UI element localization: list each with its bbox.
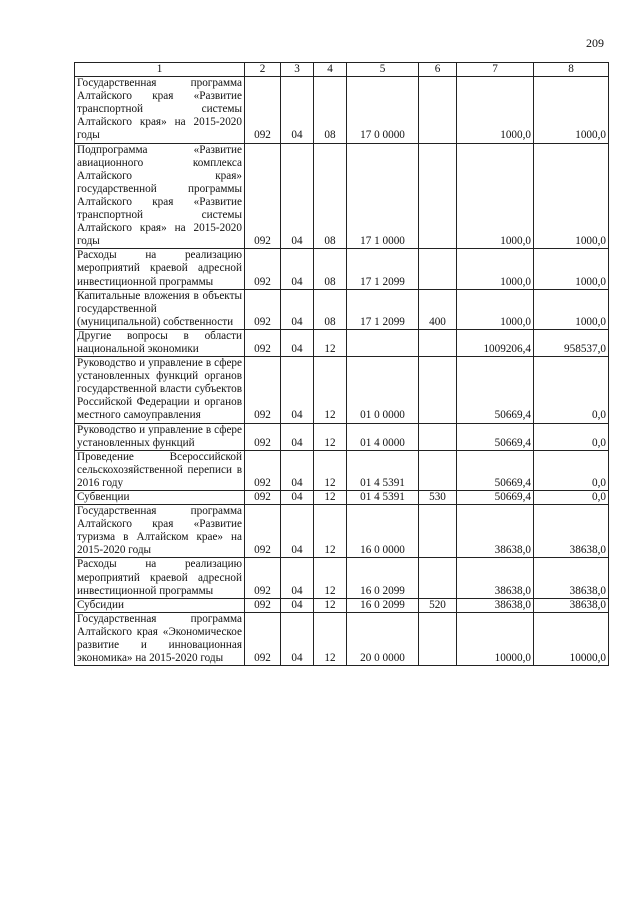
table-row: [75, 357, 609, 423]
header-cell: 6: [419, 63, 457, 77]
cell-amount-1: 38638,0: [457, 558, 534, 598]
cell-subsection: 08: [314, 289, 347, 329]
cell-amount-2: 10000,0: [534, 612, 609, 665]
cell-amount-1: 38638,0: [457, 598, 534, 612]
cell-ministry: 092: [245, 505, 281, 558]
cell-amount-1: 38638,0: [457, 505, 534, 558]
row-name: Проведение Всероссийской сельскохозяйственной переписи в 2016 году: [75, 450, 245, 490]
header-cell: 8: [534, 63, 609, 77]
row-name: Субвенции: [75, 491, 245, 505]
table-row: [75, 491, 609, 505]
row-name: Государственная программа Алтайского края «Развитие туризма в Алтайском крае» на 2015-2020 годы: [75, 505, 245, 558]
cell-section: 04: [281, 612, 314, 665]
cell-subsection: 08: [314, 143, 347, 249]
table-row: [75, 329, 609, 356]
budget-table: [74, 62, 609, 666]
cell-ministry: 092: [245, 143, 281, 249]
cell-expense-type: [419, 357, 457, 423]
cell-amount-2: 1000,0: [534, 249, 609, 289]
cell-section: 04: [281, 598, 314, 612]
cell-ministry: 092: [245, 558, 281, 598]
table-row: [75, 143, 609, 249]
cell-amount-2: 0,0: [534, 423, 609, 450]
table-row: [75, 249, 609, 289]
cell-target-article: 16 0 0000: [347, 505, 419, 558]
cell-expense-type: [419, 558, 457, 598]
cell-section: 04: [281, 491, 314, 505]
cell-target-article: 17 1 0000: [347, 143, 419, 249]
cell-target-article: 16 0 2099: [347, 558, 419, 598]
cell-amount-1: 1000,0: [457, 77, 534, 143]
cell-section: 04: [281, 357, 314, 423]
table-row: [75, 505, 609, 558]
cell-target-article: 17 1 2099: [347, 289, 419, 329]
cell-expense-type: [419, 249, 457, 289]
cell-expense-type: [419, 612, 457, 665]
cell-amount-2: 38638,0: [534, 505, 609, 558]
cell-amount-1: 50669,4: [457, 450, 534, 490]
cell-expense-type: [419, 505, 457, 558]
cell-target-article: 01 0 0000: [347, 357, 419, 423]
cell-ministry: 092: [245, 357, 281, 423]
cell-section: 04: [281, 423, 314, 450]
cell-amount-1: 50669,4: [457, 357, 534, 423]
header-cell: 7: [457, 63, 534, 77]
table-row: [75, 612, 609, 665]
row-name: Расходы на реализацию мероприятий краевой адресной инвестиционной программы: [75, 558, 245, 598]
cell-ministry: 092: [245, 77, 281, 143]
header-cell: 5: [347, 63, 419, 77]
table-row: [75, 450, 609, 490]
cell-ministry: 092: [245, 423, 281, 450]
row-name: Государственная программа Алтайского края «Развитие транспортной системы Алтайского края» на 2015-2020 годы: [75, 77, 245, 143]
cell-ministry: 092: [245, 612, 281, 665]
cell-target-article: 01 4 5391: [347, 450, 419, 490]
cell-target-article: 17 0 0000: [347, 77, 419, 143]
table-row: [75, 77, 609, 143]
cell-section: 04: [281, 505, 314, 558]
cell-expense-type: [419, 77, 457, 143]
cell-target-article: 17 1 2099: [347, 249, 419, 289]
cell-ministry: 092: [245, 249, 281, 289]
cell-expense-type: 530: [419, 491, 457, 505]
cell-target-article: [347, 329, 419, 356]
cell-expense-type: [419, 329, 457, 356]
row-name: Расходы на реализацию мероприятий краевой адресной инвестиционной программы: [75, 249, 245, 289]
cell-amount-1: 50669,4: [457, 491, 534, 505]
cell-amount-2: 0,0: [534, 491, 609, 505]
header-cell: 2: [245, 63, 281, 77]
cell-expense-type: [419, 423, 457, 450]
cell-subsection: 12: [314, 505, 347, 558]
cell-amount-1: 1000,0: [457, 249, 534, 289]
cell-amount-1: 1000,0: [457, 289, 534, 329]
header-row: [75, 63, 609, 77]
cell-section: 04: [281, 329, 314, 356]
cell-subsection: 12: [314, 598, 347, 612]
cell-section: 04: [281, 77, 314, 143]
cell-ministry: 092: [245, 450, 281, 490]
cell-section: 04: [281, 249, 314, 289]
page-number: 209: [586, 36, 604, 50]
cell-amount-2: 1000,0: [534, 77, 609, 143]
cell-amount-1: 1009206,4: [457, 329, 534, 356]
table-row: [75, 289, 609, 329]
cell-subsection: 12: [314, 423, 347, 450]
cell-amount-2: 38638,0: [534, 598, 609, 612]
cell-subsection: 12: [314, 558, 347, 598]
cell-expense-type: 400: [419, 289, 457, 329]
cell-amount-1: 1000,0: [457, 143, 534, 249]
cell-target-article: 01 4 5391: [347, 491, 419, 505]
row-name: Государственная программа Алтайского края «Экономическое развитие и инновационная экономика» на 2015-2020 годы: [75, 612, 245, 665]
row-name: Другие вопросы в области национальной экономики: [75, 329, 245, 356]
cell-subsection: 12: [314, 491, 347, 505]
cell-subsection: 08: [314, 249, 347, 289]
cell-amount-2: 1000,0: [534, 143, 609, 249]
cell-amount-1: 50669,4: [457, 423, 534, 450]
cell-subsection: 12: [314, 329, 347, 356]
header-cell: 3: [281, 63, 314, 77]
table-row: [75, 598, 609, 612]
cell-expense-type: 520: [419, 598, 457, 612]
table-row: [75, 558, 609, 598]
cell-amount-2: 958537,0: [534, 329, 609, 356]
cell-subsection: 08: [314, 77, 347, 143]
cell-amount-2: 38638,0: [534, 558, 609, 598]
table-row: [75, 423, 609, 450]
row-name: Руководство и управление в сфере установленных функций: [75, 423, 245, 450]
cell-ministry: 092: [245, 329, 281, 356]
row-name: Капитальные вложения в объекты государственной (муниципальной) собственности: [75, 289, 245, 329]
cell-amount-1: 10000,0: [457, 612, 534, 665]
cell-section: 04: [281, 558, 314, 598]
row-name: Субсидии: [75, 598, 245, 612]
cell-ministry: 092: [245, 491, 281, 505]
header-cell: 1: [75, 63, 245, 77]
cell-target-article: 20 0 0000: [347, 612, 419, 665]
cell-section: 04: [281, 143, 314, 249]
cell-ministry: 092: [245, 289, 281, 329]
cell-subsection: 12: [314, 357, 347, 423]
row-name: Руководство и управление в сфере установленных функций органов государственной власти субъектов Российской Федерации и органов местного самоуправления: [75, 357, 245, 423]
cell-target-article: 16 0 2099: [347, 598, 419, 612]
cell-section: 04: [281, 450, 314, 490]
row-name: Подпрограмма «Развитие авиационного комплекса Алтайского края» государственной программы Алтайского края «Развитие транспортной системы Алтайского края» на 2015-2020 годы: [75, 143, 245, 249]
cell-ministry: 092: [245, 598, 281, 612]
cell-expense-type: [419, 450, 457, 490]
cell-amount-2: 1000,0: [534, 289, 609, 329]
cell-subsection: 12: [314, 450, 347, 490]
cell-subsection: 12: [314, 612, 347, 665]
cell-expense-type: [419, 143, 457, 249]
cell-target-article: 01 4 0000: [347, 423, 419, 450]
cell-amount-2: 0,0: [534, 357, 609, 423]
cell-amount-2: 0,0: [534, 450, 609, 490]
cell-section: 04: [281, 289, 314, 329]
header-cell: 4: [314, 63, 347, 77]
